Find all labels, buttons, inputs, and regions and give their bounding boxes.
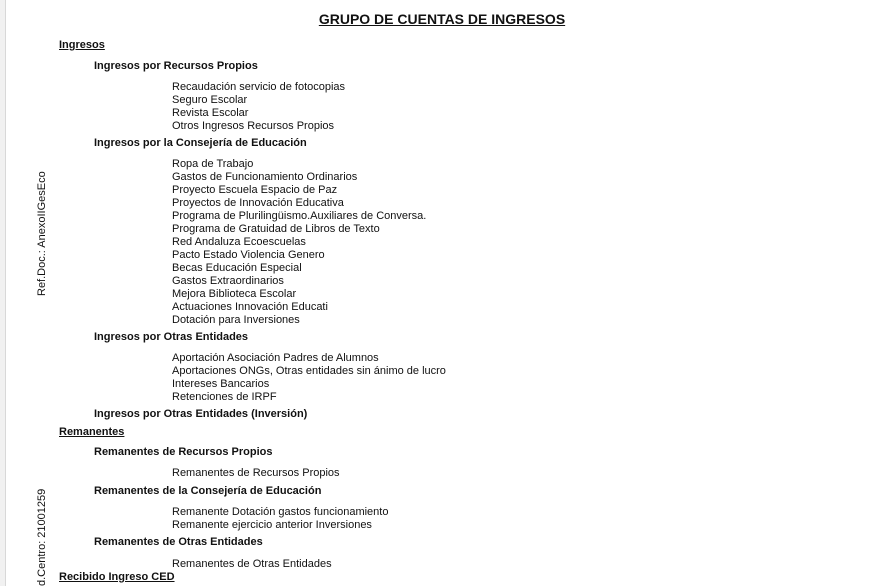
- side-codigo-centro: d.Centro: 21001259: [36, 488, 48, 586]
- subgroup-ingresos-otras-inversion: Ingresos por Otras Entidades (Inversión): [94, 408, 308, 420]
- account-list-ingresos-otras: [172, 352, 446, 404]
- side-ref-doc: Ref.Doc.: AnexoIIGesEco: [36, 171, 48, 296]
- account-item: Remanentes de Otras Entidades: [172, 558, 332, 570]
- account-list-ingresos-propios: [172, 81, 345, 133]
- account-item: Remanentes de Recursos Propios: [172, 467, 340, 479]
- group-remanentes: Remanentes: [59, 426, 125, 438]
- account-item: Gastos de Funcionamiento Ordinarios: [172, 171, 358, 183]
- account-list-remanentes-propios: [172, 467, 340, 480]
- account-item: Remanente Dotación gastos funcionamiento: [172, 506, 389, 518]
- account-item: Otros Ingresos Recursos Propios: [172, 120, 335, 132]
- account-item: Becas Educación Especial: [172, 262, 302, 274]
- group-recibido-ingreso-ced: Recibido Ingreso CED: [59, 571, 175, 583]
- account-item: Intereses Bancarios: [172, 378, 270, 390]
- subgroup-ingresos-propios: Ingresos por Recursos Propios: [94, 60, 258, 72]
- subgroup-remanentes-consejeria: Remanentes de la Consejería de Educación: [94, 485, 322, 497]
- account-list-remanentes-consejeria: [172, 506, 388, 532]
- account-item: Aportación Asociación Padres de Alumnos: [172, 352, 379, 364]
- account-item: Mejora Biblioteca Escolar: [172, 288, 297, 300]
- account-item: Programa de Plurilingüismo.Auxiliares de Conversa.: [172, 210, 427, 222]
- account-item: Programa de Gratuidad de Libros de Texto: [172, 223, 380, 235]
- subgroup-ingresos-otras: Ingresos por Otras Entidades: [94, 331, 249, 343]
- account-list-remanentes-otras: [172, 558, 332, 571]
- account-list-ingresos-consejeria: [172, 158, 426, 327]
- account-item: Remanente ejercicio anterior Inversiones: [172, 519, 372, 531]
- account-item: Pacto Estado Violencia Genero: [172, 249, 325, 261]
- account-item: Dotación para Inversiones: [172, 314, 300, 326]
- account-item: Recaudación servicio de fotocopias: [172, 81, 346, 93]
- account-item: Gastos Extraordinarios: [172, 275, 284, 287]
- account-item: Seguro Escolar: [172, 94, 248, 106]
- account-item: Aportaciones ONGs, Otras entidades sin ánimo de lucro: [172, 365, 446, 377]
- account-item: Proyecto Escuela Espacio de Paz: [172, 184, 338, 196]
- page-title: GRUPO DE CUENTAS DE INGRESOS: [318, 11, 566, 27]
- account-item: Proyectos de Innovación Educativa: [172, 197, 344, 209]
- subgroup-remanentes-otras: Remanentes de Otras Entidades: [94, 536, 263, 548]
- account-item: Red Andaluza Ecoescuelas: [172, 236, 306, 248]
- account-item: Ropa de Trabajo: [172, 158, 254, 170]
- subgroup-remanentes-propios: Remanentes de Recursos Propios: [94, 446, 273, 458]
- account-item: Actuaciones Innovación Educati: [172, 301, 328, 313]
- subgroup-ingresos-consejeria: Ingresos por la Consejería de Educación: [94, 137, 307, 149]
- group-ingresos: Ingresos: [59, 39, 105, 51]
- account-item: Retenciones de IRPF: [172, 391, 277, 403]
- account-item: Revista Escolar: [172, 107, 249, 119]
